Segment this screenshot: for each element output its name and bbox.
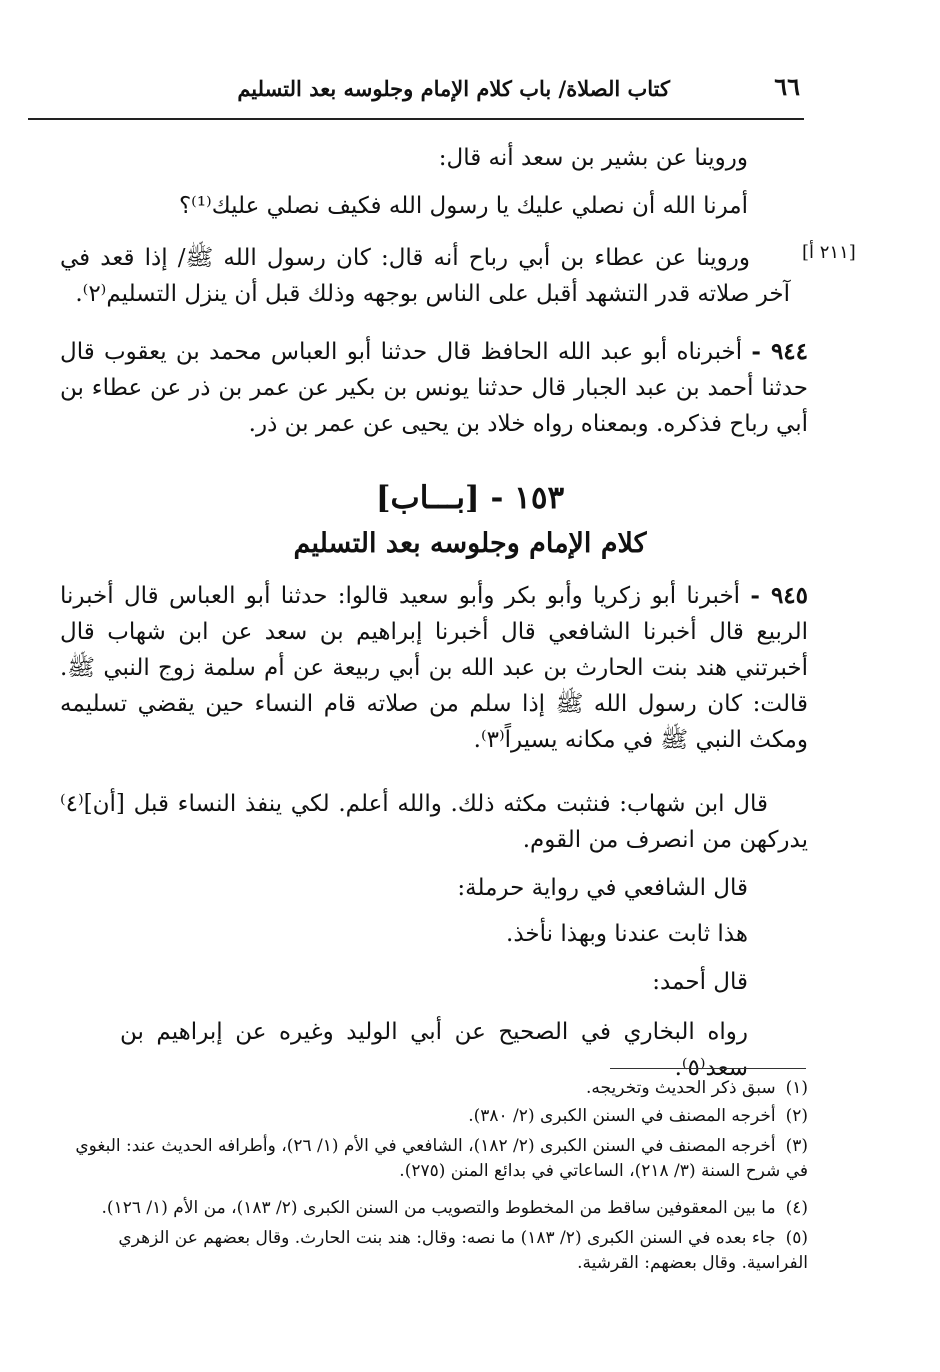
hadith-text: أخبرنا أبو زكريا وأبو بكر وأبو سعيد قالوا: حدثنا أبو العباس قال أخبرنا الربيع قال أخبرنا الشافعي قال أخبرنا إبراهيم بن سعد عن ابن شهاب قال أخبرتني هند بنت الحارث بن عبد الله بن أبي ربيعة عن أم سلمة زوج النبي ﷺ. قالت: كان رسول الله ﷺ إذا سلم من صلاته قام النساء حين يقضي تسليمه ومكث النبي ﷺ في مكانه يسيراً⁽٣⁾. (60, 583, 808, 753)
paragraph-2: أمرنا الله أن نصلي عليك يا رسول الله فكيف نصلي عليك⁽¹⁾؟ (178, 193, 748, 219)
footnote-5 (60, 1226, 808, 1276)
chapter-title: كلام الإمام وجلوسه بعد التسليم (293, 528, 647, 559)
footnote-text: أخرجه المصنف في السنن الكبرى (٢/ ٣٨٠). (468, 1106, 776, 1126)
running-title: كتاب الصلاة/ باب كلام الإمام وجلوسه بعد التسليم (237, 76, 670, 101)
chapter-number: ١٥٣ - [بـــاب] (375, 480, 565, 516)
footnote-2 (60, 1104, 808, 1129)
footnote-number: (٥) (785, 1228, 808, 1248)
hadith-number: ٩٤٥ - (750, 582, 808, 609)
manuscript-folio-marker: [٢١١ أ] (802, 242, 856, 263)
footnote-3 (60, 1134, 808, 1184)
footnote-4 (60, 1196, 808, 1221)
footnote-number: (٣) (785, 1136, 808, 1156)
hadith-number: ٩٤٤ - (751, 338, 808, 365)
footnote-text: أخرجه المصنف في السنن الكبرى (٢/ ١٨٢)، الشافعي في الأم (١/ ٢٦)، وأطرافه الحديث عند: البغوي في شرح السنة (٣/ ٢١٨)، الساعاتي في بدائع المنن (٢٧٥). (75, 1136, 808, 1181)
footnote-text: سبق ذكر الحديث وتخريجه. (586, 1078, 776, 1098)
footnote-text: ما بين المعقوفين ساقط من المخطوط والتصويب من السنن الكبرى (٢/ ١٨٣)، من الأم (١/ ١٢٦). (101, 1198, 776, 1218)
header-rule (28, 118, 804, 120)
paragraph-1: وروينا عن بشير بن سعد أنه قال: (438, 145, 748, 171)
running-header (28, 68, 800, 108)
paragraph-3: وروينا عن عطاء بن أبي رباح أنه قال: كان رسول الله ﷺ/ إذا قعد في آخر صلاته قدر التشهد أقبل على الناس بوجهه وذلك قبل أن ينزل التسليم⁽٢⁾. (60, 245, 790, 307)
paragraph-8: هذا ثابت عندنا وبهذا نأخذ. (506, 921, 748, 947)
hadith-945 (60, 578, 808, 758)
footnote-rule (610, 1068, 806, 1069)
hadith-944 (60, 334, 808, 442)
page-number: ٦٦ (774, 72, 800, 101)
footnote-text: جاء بعده في السنن الكبرى (٢/ ١٨٣) ما نصه: وقال: هند بنت الحارث. وقال بعضهم عن الزهري الفراسية. وقال بعضهم: القرشية. (118, 1228, 808, 1273)
footnote-number: (١) (785, 1078, 808, 1098)
paragraph-7: قال الشافعي في رواية حرملة: (457, 875, 748, 901)
hadith-text: أخبرناه أبو عبد الله الحافظ قال حدثنا أبو العباس محمد بن يعقوب قال حدثنا أحمد بن عبد الجبار قال حدثنا يونس بن بكير عن عمر بن ذر عن عطاء بن أبي رباح فذكره. وبمعناه رواه خلاد بن يحيى عن عمر بن ذر. (60, 339, 808, 437)
footnote-1 (60, 1076, 808, 1101)
paragraph-6: قال ابن شهاب: فنثبت مكثه ذلك. والله أعلم. لكي ينفذ النساء قبل [أن]⁽٤⁾ يدركهن من انصرف من القوم. (60, 791, 808, 853)
footnote-number: (٤) (785, 1198, 808, 1218)
paragraph-10: رواه البخاري في الصحيح عن أبي الوليد وغيره عن إبراهيم بن سعد⁽٥⁾. (120, 1019, 748, 1081)
paragraph-9: قال أحمد: (652, 969, 748, 995)
footnote-number: (٢) (785, 1106, 808, 1126)
